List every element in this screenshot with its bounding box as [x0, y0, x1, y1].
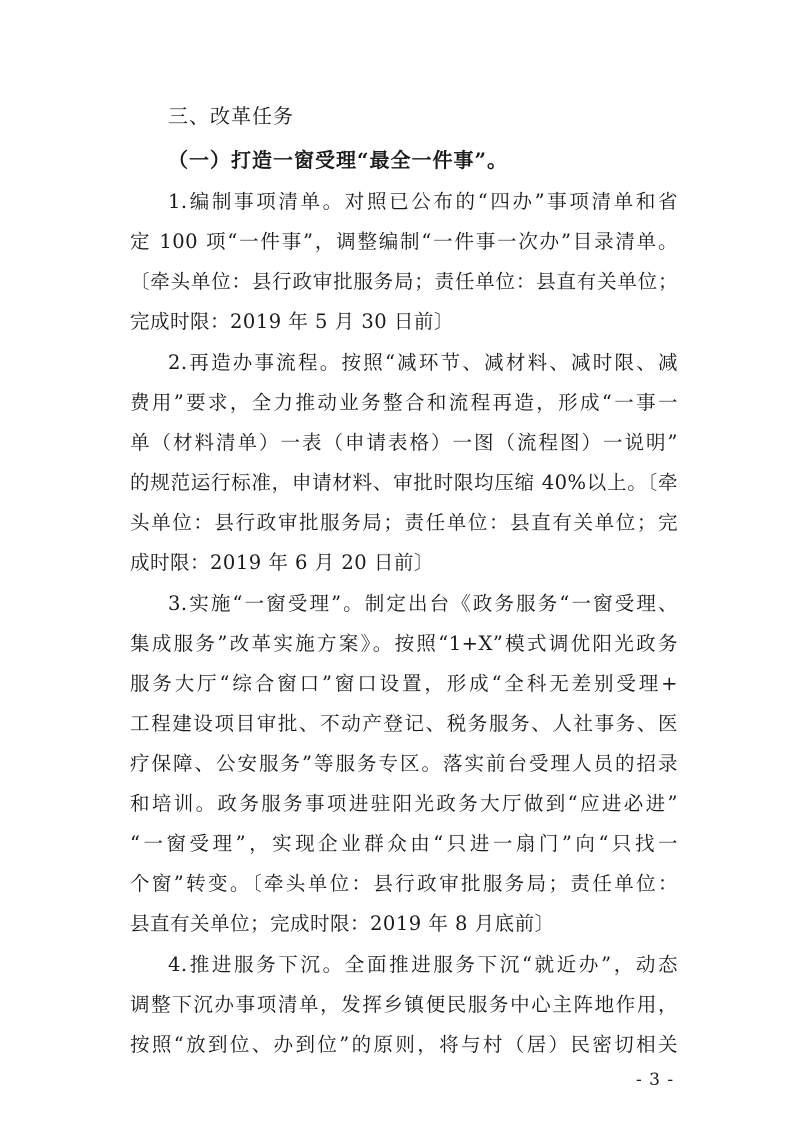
paragraph-2-line-2: 费用”要求，全力推动业务整合和流程再造，形成“一事一 — [130, 391, 678, 414]
paragraph-4-line-2: 调整下沉办事项清单，发挥乡镇便民服务中心主阵地作用， — [130, 993, 678, 1016]
paragraph-3-line-6: 和培训。政务服务事项进驻阳光政务大厅做到“应进必进” — [130, 792, 678, 815]
paragraph-1-line-4: 完成时限：2019 年 5 月 30 日前〕 — [130, 310, 454, 333]
paragraph-3-line-2: 集成服务”改革实施方案》。按照“1+X”模式调优阳光政务 — [130, 632, 678, 655]
paragraph-1-line-2: 定 100 项“一件事”，调整编制“一件事一次办”目录清单。 — [130, 230, 678, 253]
paragraph-1-line-3: 〔牵头单位：县行政审批服务局；责任单位：县直有关单位； — [130, 270, 678, 293]
paragraph-3-line-3: 服务大厅“综合窗口”窗口设置，形成“全科无差别受理+ — [130, 672, 678, 695]
paragraph-1-line-1: 1.编制事项清单。对照已公布的“四办”事项清单和省 — [168, 190, 678, 213]
paragraph-3-line-4: 工程建设项目审批、不动产登记、税务服务、人社事务、医 — [130, 712, 678, 735]
paragraph-3-line-8: 个窗”转变。〔牵头单位：县行政审批服务局；责任单位： — [130, 872, 678, 895]
paragraph-2-line-1: 2.再造办事流程。按照“减环节、减材料、减时限、减 — [168, 351, 678, 374]
subsection-title: （一）打造一窗受理“最全一件事”。 — [168, 148, 509, 172]
paragraph-2-line-6: 成时限：2019 年 6 月 20 日前〕 — [130, 551, 434, 574]
paragraph-3-line-7: “一窗受理”，实现企业群众由“只进一扇门”向“只找一 — [130, 832, 678, 855]
paragraph-4-line-1: 4.推进服务下沉。全面推进服务下沉“就近办”，动态 — [168, 953, 678, 976]
paragraph-2-line-3: 单（材料清单）一表（申请表格）一图（流程图）一说明” — [130, 431, 678, 454]
paragraph-3-line-5: 疗保障、公安服务”等服务专区。落实前台受理人员的招录 — [130, 752, 678, 775]
paragraph-3-line-9: 县直有关单位；完成时限：2019 年 8 月底前〕 — [130, 912, 555, 935]
paragraph-4-line-3: 按照“放到位、办到位”的原则，将与村（居）民密切相关 — [130, 1033, 678, 1056]
paragraph-3-line-1: 3.实施“一窗受理”。制定出台《政务服务“一窗受理、 — [168, 592, 678, 615]
page-number: - 3 - — [636, 1070, 675, 1090]
paragraph-2-line-5: 头单位：县行政审批服务局；责任单位：县直有关单位；完 — [130, 511, 678, 534]
section-title: 三、改革任务 — [168, 104, 294, 128]
paragraph-2-line-4: 的规范运行标准，申请材料、审批时限均压缩 40%以上。〔牵 — [130, 471, 678, 494]
